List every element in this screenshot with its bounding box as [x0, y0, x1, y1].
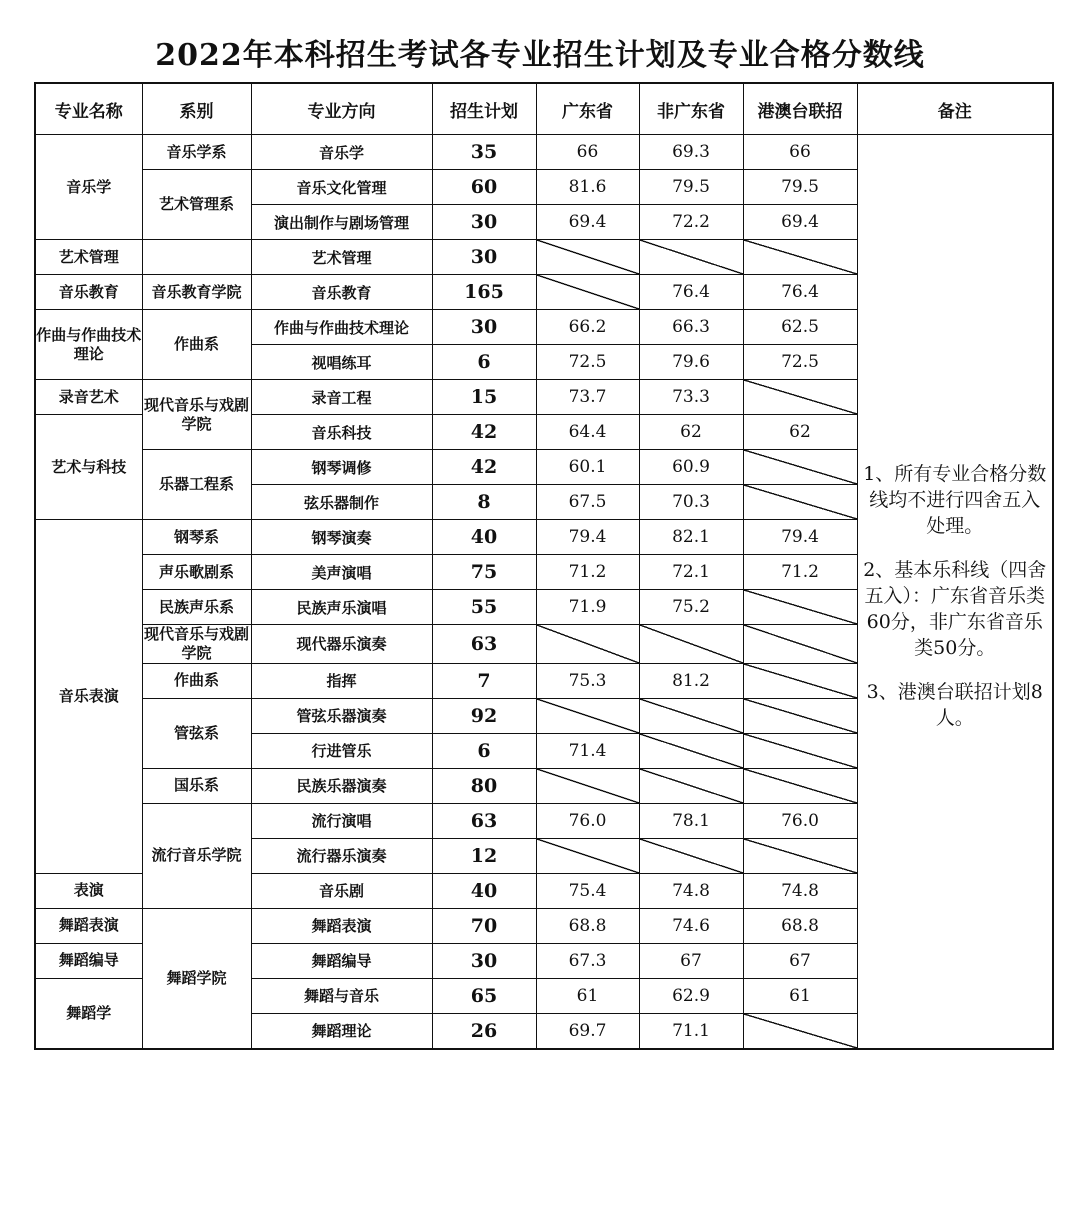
- direction-cell: 音乐学: [251, 135, 432, 170]
- major-cell: 表演: [35, 873, 142, 908]
- non-guangdong-score: 71.1: [639, 1013, 743, 1049]
- col-header-plan: 招生计划: [432, 83, 536, 135]
- col-header-guangdong: 广东省: [536, 83, 639, 135]
- plan-cell: 60: [432, 170, 536, 205]
- non-guangdong-score-none: [639, 733, 743, 768]
- dept-cell: 管弦系: [142, 698, 251, 768]
- non-guangdong-score: 72.2: [639, 205, 743, 240]
- dept-cell: 民族声乐系: [142, 590, 251, 625]
- dept-cell: 流行音乐学院: [142, 803, 251, 908]
- direction-cell: 指挥: [251, 663, 432, 698]
- non-guangdong-score: 79.6: [639, 345, 743, 380]
- dept-cell: 声乐歌剧系: [142, 555, 251, 590]
- guangdong-score-none: [536, 240, 639, 275]
- direction-cell: 音乐科技: [251, 415, 432, 450]
- non-guangdong-score: 66.3: [639, 310, 743, 345]
- non-guangdong-score: 60.9: [639, 450, 743, 485]
- guangdong-score: 64.4: [536, 415, 639, 450]
- plan-cell: 6: [432, 345, 536, 380]
- direction-cell: 流行器乐演奏: [251, 838, 432, 873]
- guangdong-score: 76.0: [536, 803, 639, 838]
- guangdong-score: 81.6: [536, 170, 639, 205]
- direction-cell: 舞蹈表演: [251, 908, 432, 943]
- guangdong-score: 72.5: [536, 345, 639, 380]
- direction-cell: 舞蹈编导: [251, 943, 432, 978]
- plan-cell: 42: [432, 450, 536, 485]
- guangdong-score: 66: [536, 135, 639, 170]
- dept-cell: 现代音乐与戏剧学院: [143, 625, 249, 662]
- plan-cell: 75: [432, 555, 536, 590]
- hmt-score: 68.8: [743, 908, 857, 943]
- dept-cell: 音乐学系: [142, 135, 251, 170]
- hmt-score: 76.4: [743, 275, 857, 310]
- note-2: 2、基本乐科线（四舍五入）：广东省音乐类60分，非广东省音乐类50分。: [863, 559, 1047, 660]
- non-guangdong-score: 74.6: [639, 908, 743, 943]
- guangdong-score: 69.7: [536, 1013, 639, 1049]
- direction-cell: 录音工程: [251, 380, 432, 415]
- major-cell: 艺术与科技: [35, 415, 142, 520]
- hmt-score-none: [743, 768, 857, 803]
- plan-cell: 40: [432, 873, 536, 908]
- direction-cell: 流行演唱: [251, 803, 432, 838]
- direction-cell: 舞蹈与音乐: [251, 978, 432, 1013]
- non-guangdong-score: 69.3: [639, 135, 743, 170]
- plan-cell: 35: [432, 135, 536, 170]
- direction-cell: 作曲与作曲技术理论: [251, 310, 432, 345]
- hmt-score-none: [743, 625, 857, 664]
- plan-cell: 55: [432, 590, 536, 625]
- table-row: [35, 135, 1053, 170]
- hmt-score-none: [743, 380, 857, 415]
- non-guangdong-score-none: [639, 698, 743, 733]
- hmt-score-none: [743, 240, 857, 275]
- non-guangdong-score: 74.8: [639, 873, 743, 908]
- direction-cell: 管弦乐器演奏: [251, 698, 432, 733]
- plan-cell: 8: [432, 485, 536, 520]
- major-cell: 舞蹈表演: [35, 908, 142, 943]
- plan-cell: 30: [432, 205, 536, 240]
- direction-cell: 音乐剧: [251, 873, 432, 908]
- col-header-hk-macao-taiwan: 港澳台联招: [743, 83, 857, 135]
- guangdong-score-none: [536, 838, 639, 873]
- non-guangdong-score: 78.1: [639, 803, 743, 838]
- hmt-score: 72.5: [743, 345, 857, 380]
- major-cell: 录音艺术: [35, 380, 142, 415]
- plan-cell: 6: [432, 733, 536, 768]
- hmt-score-none: [743, 485, 857, 520]
- major-cell: 舞蹈编导: [35, 943, 142, 978]
- note-1: 1、所有专业合格分数线均不进行四舍五入处理。: [863, 463, 1047, 538]
- major-cell: 作曲与作曲技术理论: [35, 310, 142, 380]
- plan-cell: 26: [432, 1013, 536, 1049]
- hmt-score: 74.8: [743, 873, 857, 908]
- dept-cell: 艺术管理系: [142, 170, 251, 240]
- note-3: 3、港澳台联招计划8人。: [866, 681, 1043, 730]
- direction-cell: 民族声乐演唱: [251, 590, 432, 625]
- non-guangdong-score: 76.4: [639, 275, 743, 310]
- direction-cell: 艺术管理: [251, 240, 432, 275]
- hmt-score: 61: [743, 978, 857, 1013]
- guangdong-score: 71.2: [536, 555, 639, 590]
- hmt-score: 79.4: [743, 520, 857, 555]
- major-cell: 音乐学: [35, 135, 142, 240]
- col-header-non-guangdong: 非广东省: [639, 83, 743, 135]
- guangdong-score-none: [536, 625, 639, 664]
- plan-cell: 70: [432, 908, 536, 943]
- guangdong-score: 60.1: [536, 450, 639, 485]
- hmt-score: 79.5: [743, 170, 857, 205]
- non-guangdong-score: 75.2: [639, 590, 743, 625]
- dept-cell-empty: [142, 240, 251, 275]
- hmt-score-none: [743, 1013, 857, 1049]
- major-cell: 舞蹈学: [35, 978, 142, 1049]
- col-header-dept: 系别: [142, 83, 251, 135]
- non-guangdong-score: 70.3: [639, 485, 743, 520]
- guangdong-score: 71.9: [536, 590, 639, 625]
- guangdong-score: 69.4: [536, 205, 639, 240]
- non-guangdong-score: 72.1: [639, 555, 743, 590]
- plan-cell: 63: [432, 803, 536, 838]
- non-guangdong-score-none: [639, 838, 743, 873]
- guangdong-score: 68.8: [536, 908, 639, 943]
- admission-table: [34, 82, 1054, 1050]
- non-guangdong-score: 79.5: [639, 170, 743, 205]
- non-guangdong-score: 62.9: [639, 978, 743, 1013]
- hmt-score: 62: [743, 415, 857, 450]
- major-cell: 艺术管理: [35, 240, 142, 275]
- notes-cell: [857, 135, 1053, 1049]
- guangdong-score: 71.4: [536, 733, 639, 768]
- dept-cell: 作曲系: [142, 663, 251, 698]
- header-row: [35, 83, 1053, 135]
- non-guangdong-score-none: [639, 625, 743, 664]
- plan-cell: 15: [432, 380, 536, 415]
- hmt-score: 76.0: [743, 803, 857, 838]
- non-guangdong-score-none: [639, 240, 743, 275]
- direction-cell: 钢琴演奏: [251, 520, 432, 555]
- non-guangdong-score-none: [639, 768, 743, 803]
- guangdong-score-none: [536, 275, 639, 310]
- hmt-score: 66: [743, 135, 857, 170]
- col-header-notes: 备注: [857, 83, 1053, 135]
- plan-cell: 42: [432, 415, 536, 450]
- direction-cell: 音乐教育: [251, 275, 432, 310]
- guangdong-score: 66.2: [536, 310, 639, 345]
- plan-cell: 63: [432, 625, 536, 664]
- page-title: 2022年本科招生考试各专业招生计划及专业合格分数线: [155, 38, 925, 73]
- plan-cell: 30: [432, 943, 536, 978]
- dept-cell: 现代音乐与戏剧学院: [142, 380, 251, 450]
- direction-cell: 音乐文化管理: [251, 170, 432, 205]
- major-cell: 音乐教育: [35, 275, 142, 310]
- hmt-score: 62.5: [743, 310, 857, 345]
- plan-cell: 80: [432, 768, 536, 803]
- non-guangdong-score: 73.3: [639, 380, 743, 415]
- dept-cell: 音乐教育学院: [142, 275, 251, 310]
- hmt-score-none: [743, 590, 857, 625]
- non-guangdong-score: 82.1: [639, 520, 743, 555]
- col-header-major: 专业名称: [35, 83, 142, 135]
- direction-cell: 弦乐器制作: [251, 485, 432, 520]
- plan-cell: 92: [432, 698, 536, 733]
- guangdong-score: 73.7: [536, 380, 639, 415]
- non-guangdong-score: 81.2: [639, 663, 743, 698]
- hmt-score-none: [743, 450, 857, 485]
- direction-cell: 民族乐器演奏: [251, 768, 432, 803]
- dept-cell: 乐器工程系: [142, 450, 251, 520]
- direction-cell: 行进管乐: [251, 733, 432, 768]
- plan-cell: 12: [432, 838, 536, 873]
- non-guangdong-score: 67: [639, 943, 743, 978]
- guangdong-score: 75.4: [536, 873, 639, 908]
- guangdong-score: 67.5: [536, 485, 639, 520]
- guangdong-score-none: [536, 698, 639, 733]
- plan-cell: 30: [432, 240, 536, 275]
- plan-cell: 30: [432, 310, 536, 345]
- direction-cell: 演出制作与剧场管理: [251, 205, 432, 240]
- col-header-direction: 专业方向: [251, 83, 432, 135]
- direction-cell: 钢琴调修: [251, 450, 432, 485]
- direction-cell: 舞蹈理论: [251, 1013, 432, 1049]
- plan-cell: 40: [432, 520, 536, 555]
- guangdong-score: 67.3: [536, 943, 639, 978]
- hmt-score-none: [743, 733, 857, 768]
- major-cell: 音乐表演: [35, 520, 142, 874]
- dept-cell: 作曲系: [142, 310, 251, 380]
- guangdong-score: 75.3: [536, 663, 639, 698]
- direction-cell: 视唱练耳: [251, 345, 432, 380]
- dept-cell: 国乐系: [142, 768, 251, 803]
- hmt-score-none: [743, 838, 857, 873]
- direction-cell: 现代器乐演奏: [251, 625, 432, 664]
- plan-cell: 65: [432, 978, 536, 1013]
- direction-cell: 美声演唱: [251, 555, 432, 590]
- non-guangdong-score: 62: [639, 415, 743, 450]
- plan-cell: 165: [432, 275, 536, 310]
- dept-cell: 舞蹈学院: [142, 908, 251, 1049]
- guangdong-score: 61: [536, 978, 639, 1013]
- guangdong-score-none: [536, 768, 639, 803]
- hmt-score-none: [743, 698, 857, 733]
- hmt-score: 69.4: [743, 205, 857, 240]
- dept-cell: 钢琴系: [142, 520, 251, 555]
- guangdong-score: 79.4: [536, 520, 639, 555]
- hmt-score: 71.2: [743, 555, 857, 590]
- plan-cell: 7: [432, 663, 536, 698]
- hmt-score: 67: [743, 943, 857, 978]
- hmt-score-none: [743, 663, 857, 698]
